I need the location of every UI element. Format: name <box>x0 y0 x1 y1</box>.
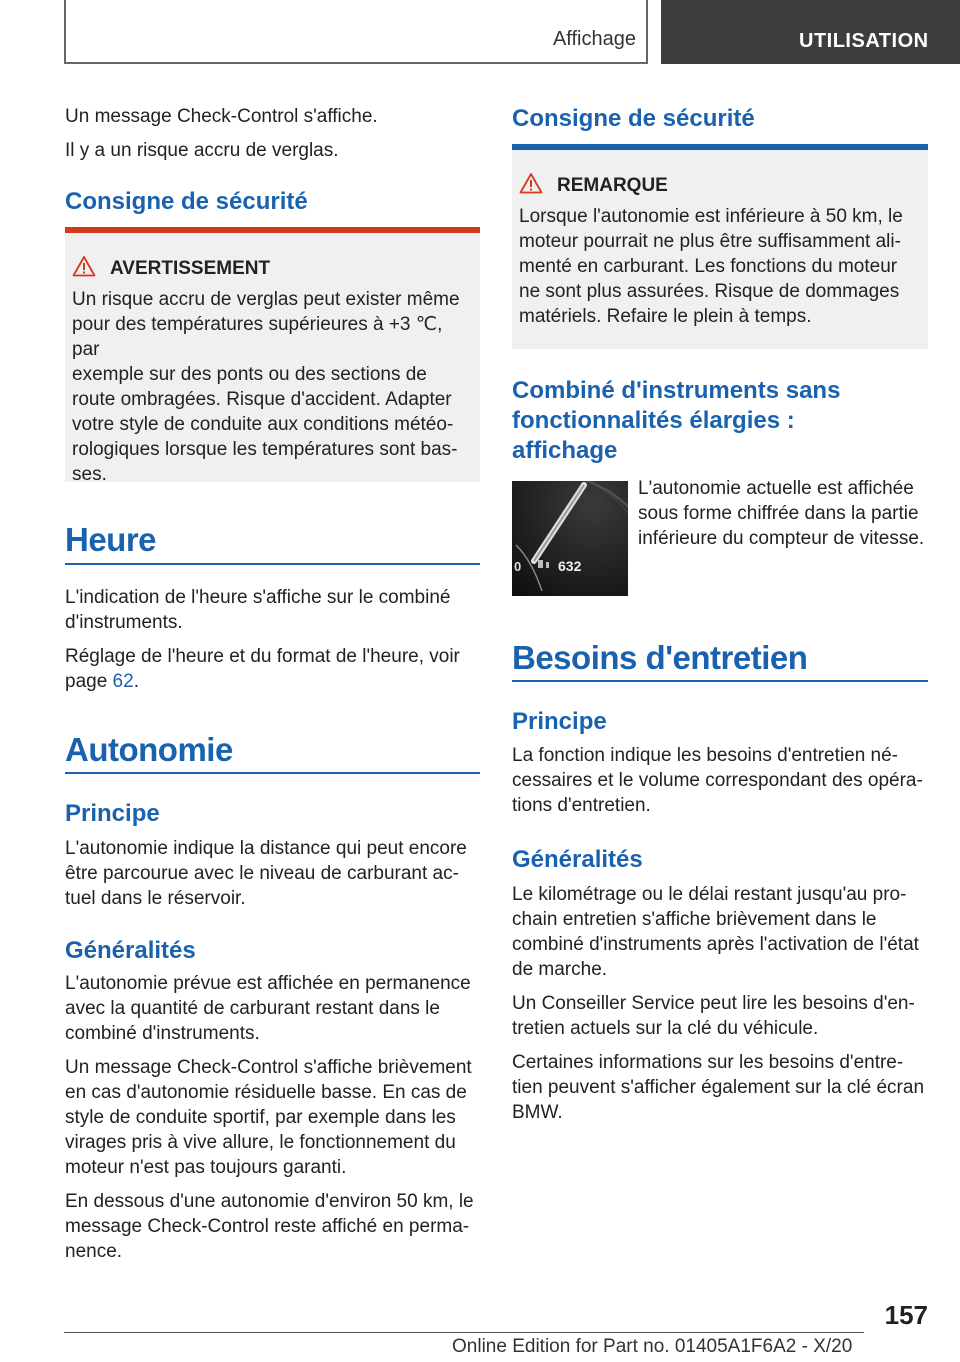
principe-heading: Principe <box>512 708 607 735</box>
edition-text: Online Edition for Part no. 01405A1F6A2 - X/20 <box>452 1336 853 1357</box>
combine-heading <box>512 376 840 466</box>
intro-line: Il y a un risque accru de verglas. <box>65 140 339 161</box>
generalites-heading: Généralités <box>512 846 643 873</box>
gen-line: combiné d'instruments. <box>65 1023 260 1044</box>
page-ref-suffix: . <box>133 671 139 692</box>
gen-line: de marche. <box>512 959 608 980</box>
autonomie-title: Autonomie <box>65 731 233 768</box>
page-number: 157 <box>884 1300 928 1330</box>
warning-line: exemple sur des ponts ou des sections de <box>72 364 427 385</box>
remark-line: matériels. Refaire le plein à temps. <box>519 306 812 327</box>
safety-heading: Consigne de sécurité <box>512 105 755 132</box>
principe-text <box>65 836 467 911</box>
warning-line: votre style de conduite aux conditions météo- <box>72 414 454 435</box>
warning-line: route ombragées. Risque d'accident. Adapter <box>72 389 452 410</box>
warning-line: ses. <box>72 464 107 485</box>
principe-line: L'autonomie indique la distance qui peut encore <box>65 838 467 859</box>
gen-line: virages pris à vive allure, le fonctionnement du <box>65 1132 456 1153</box>
heure-rule <box>65 563 480 565</box>
instrument-cluster-image <box>512 481 628 596</box>
gen-line: tretien actuels sur la clé du véhicule. <box>512 1018 819 1039</box>
warning-line: pour des températures supérieures à +3 ℃, par <box>72 314 443 360</box>
generalites-heading: Généralités <box>65 937 196 964</box>
combine-heading-line: fonctionnalités élargies : <box>512 407 795 434</box>
warning-box <box>65 233 480 485</box>
warning-title: AVERTISSEMENT <box>110 258 271 279</box>
principe-line: être parcourue avec le niveau de carburant ac- <box>65 863 459 884</box>
principe-line: tuel dans le réservoir. <box>65 888 246 909</box>
gen-line: message Check-Control reste affiché en perma- <box>65 1216 470 1237</box>
gen-line: nence. <box>65 1241 123 1262</box>
gen-line: combiné d'instruments après l'activation de l'état <box>512 934 919 955</box>
heure-text <box>65 585 460 694</box>
gen-line: L'autonomie prévue est affichée en permanence <box>65 973 471 994</box>
principe-line: cessaires et le volume correspondant des opéra- <box>512 770 923 791</box>
besoins-title: Besoins d'entretien <box>512 639 808 676</box>
combine-line: sous forme chiffrée dans la partie <box>638 503 919 524</box>
gen-line: en cas d'autonomie résiduelle basse. En cas de <box>65 1082 467 1103</box>
warning-line: rologiques lorsque les températures sont bas- <box>72 439 458 460</box>
warning-title-row <box>72 255 472 281</box>
combine-heading-line: affichage <box>512 437 618 464</box>
remark-line: moteur pourrait ne plus être suffisamment ali- <box>519 231 901 252</box>
gen-line: moteur n'est pas toujours garanti. <box>65 1157 347 1178</box>
gen-line: Un Conseiller Service peut lire les besoins d'en- <box>512 993 915 1014</box>
page-ref-prefix: page <box>65 671 113 692</box>
gen-line: Le kilométrage ou le délai restant jusqu'au pro- <box>512 884 907 905</box>
warning-triangle-icon <box>72 255 96 277</box>
besoins-generalites-text <box>512 882 924 1125</box>
gen-line: style de conduite sportif, par exemple dans les <box>65 1107 456 1128</box>
generalites-text <box>65 971 474 1264</box>
remark-line: menté en carburant. Les fonctions du moteur <box>519 256 898 277</box>
principe-line: tions d'entretien. <box>512 795 651 816</box>
combine-line: L'autonomie actuelle est affichée <box>638 478 914 499</box>
gen-line: Certaines informations sur les besoins d'entre- <box>512 1052 904 1073</box>
intro-text <box>65 104 378 163</box>
combine-heading-line: Combiné d'instruments sans <box>512 377 841 404</box>
remark-line: ne sont plus assurées. Risque de dommages <box>519 281 900 302</box>
heure-page-ref <box>65 669 460 694</box>
gen-line: Un message Check-Control s'affiche brièvement <box>65 1057 472 1078</box>
header-section-title: Affichage <box>552 28 636 50</box>
warning-line: Un risque accru de verglas peut exister même <box>72 289 460 310</box>
gen-line: avec la quantité de carburant restant dans le <box>65 998 440 1019</box>
gen-line: tien peuvent s'afficher également sur la clé écran <box>512 1077 925 1098</box>
heure-line: d'instruments. <box>65 612 183 633</box>
combine-text <box>638 476 924 551</box>
range-readout: 632 <box>558 558 582 574</box>
combine-line: inférieure du compteur de vitesse. <box>638 528 925 549</box>
autonomie-rule <box>65 772 480 774</box>
remark-line: Lorsque l'autonomie est inférieure à 50 km, le <box>519 206 903 227</box>
heure-title: Heure <box>65 521 157 558</box>
footer-rule <box>64 1332 864 1333</box>
gen-line: BMW. <box>512 1102 563 1123</box>
besoins-principe-text <box>512 743 923 818</box>
gen-line: En dessous d'une autonomie d'environ 50 km, le <box>65 1191 474 1212</box>
gauge-zero-label: 0 <box>514 559 522 574</box>
remark-title: REMARQUE <box>557 175 668 196</box>
principe-line: La fonction indique les besoins d'entretien né- <box>512 745 899 766</box>
page-link[interactable]: 62 <box>112 671 134 692</box>
intro-line: Un message Check-Control s'affiche. <box>65 106 378 127</box>
speedometer-illustration <box>512 481 628 596</box>
remark-title-row <box>519 172 920 198</box>
warning-text <box>72 287 472 487</box>
header-chapter-tab: UTILISATION <box>661 0 960 64</box>
besoins-rule <box>512 680 928 682</box>
heure-line: L'indication de l'heure s'affiche sur le combiné <box>65 587 451 608</box>
heure-line: Réglage de l'heure et du format de l'heure, voir <box>65 646 460 667</box>
safety-heading: Consigne de sécurité <box>65 188 308 215</box>
gen-line: chain entretien s'affiche brièvement dans le <box>512 909 877 930</box>
warning-triangle-icon <box>519 172 543 194</box>
remark-box <box>512 150 928 349</box>
principe-heading: Principe <box>65 800 160 827</box>
remark-text <box>519 204 920 329</box>
